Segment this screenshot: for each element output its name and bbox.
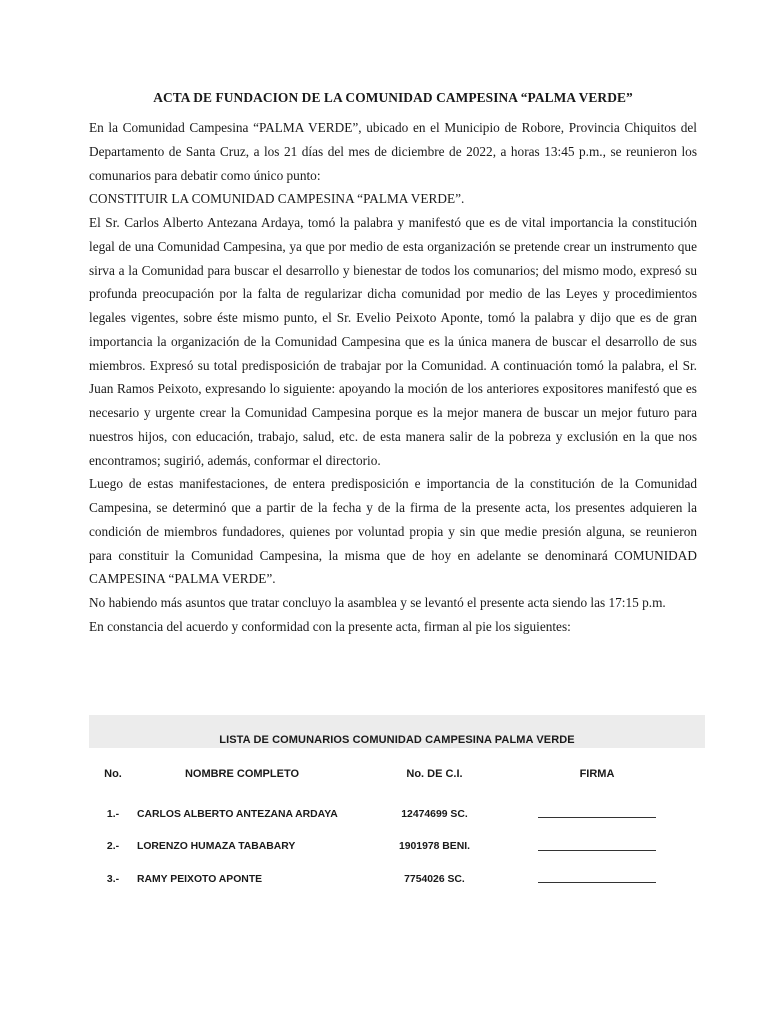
member-no: 1.- xyxy=(106,808,120,820)
header-ci: No. DE C.I. xyxy=(406,768,463,780)
document-body xyxy=(89,116,697,639)
members-list xyxy=(89,715,705,896)
members-list-header xyxy=(89,748,705,798)
member-signature-cell xyxy=(522,840,672,854)
member-row xyxy=(89,831,705,864)
signature-line xyxy=(538,840,656,851)
member-signature-cell xyxy=(522,807,672,821)
header-no: No. xyxy=(104,768,122,780)
paragraph-agenda: CONSTITUIR LA COMUNIDAD CAMPESINA “PALMA VERDE”. xyxy=(89,191,465,207)
paragraph-closing: No habiendo más asuntos que tratar concluyo la asamblea y se levantó el presente acta siendo las 17:15 p.m. xyxy=(89,595,666,610)
document-title: ACTA DE FUNDACION DE LA COMUNIDAD CAMPESINA “PALMA VERDE” xyxy=(153,90,633,105)
signature-line xyxy=(538,872,656,883)
members-list-title: LISTA DE COMUNARIOS COMUNIDAD CAMPESINA PALMA VERDE xyxy=(89,715,705,748)
member-name: CARLOS ALBERTO ANTEZANA ARDAYA xyxy=(137,808,338,820)
member-row xyxy=(89,863,705,896)
member-no: 2.- xyxy=(106,841,120,853)
header-firma: FIRMA xyxy=(579,768,615,780)
member-ci: 7754026 SC. xyxy=(404,873,465,885)
member-ci: 12474699 SC. xyxy=(401,808,468,820)
member-no: 3.- xyxy=(106,873,120,885)
member-ci: 1901978 BENI. xyxy=(398,841,471,853)
paragraph-resolution: Luego de estas manifestaciones, de entera predisposición e importancia de la constitución de la Comunidad Campesina, se determinó que a partir de la fecha y de la firma de la presente acta, los presentes adquieren la condición de miembros fundadores, quienes por voluntad propia y sin que medie presión alguna, se reunieron para constituir la Comunidad Campesina, la misma que de hoy en adelante se denominará COMUNIDAD CAMPESINA “PALMA VERDE”. xyxy=(89,476,697,587)
member-name: RAMY PEIXOTO APONTE xyxy=(137,873,263,885)
member-row xyxy=(89,798,705,831)
member-name: LORENZO HUMAZA TABABARY xyxy=(137,841,296,853)
paragraph-intro: En la Comunidad Campesina “PALMA VERDE”, ubicado en el Municipio de Robore, Provincia Chiquitos del Departamento de Santa Cruz, a los 21 días del mes de diciembre de 2022, a horas 13:45 p.m., se reunieron los comunarios para debatir como único punto: xyxy=(89,120,697,183)
member-signature-cell xyxy=(522,872,672,886)
paragraph-signatures-intro: En constancia del acuerdo y conformidad con la presente acta, firman al pie los siguientes: xyxy=(89,618,571,634)
signature-line xyxy=(538,807,656,818)
header-name: NOMBRE COMPLETO xyxy=(184,768,300,780)
paragraph-discussion: El Sr. Carlos Alberto Antezana Ardaya, tomó la palabra y manifestó que es de vital importancia la constitución legal de una Comunidad Campesina, ya que por medio de esta organización se pretende crear un instrumento que sirva a la Comunidad para buscar el desarrollo y bienestar de todos los comunarios; del mismo modo, expresó su profunda preocupación por la falta de regularizar dicha comunidad por medio de las Leyes y procedimientos legales vigentes, sobre éste mismo punto, el Sr. Evelio Peixoto Aponte, tomó la palabra y dijo que es de gran importancia la organización de la Comunidad Campesina que es la única manera de buscar el desarrollo de sus miembros. Expresó su total predisposición de trabajar por la Comunidad. A continuación tomó la palabra, el Sr. Juan Ramos Peixoto, expresando lo siguiente: apoyando la moción de los anteriores expositores manifestó que es necesario y urgente crear la Comunidad Campesina porque es la mejor manera de buscar un mejor futuro para nuestros hijos, con educación, trabajo, salud, etc. de esta manera salir de la pobreza y exclusión en la que nos encontramos; sugirió, además, conformar el directorio. xyxy=(89,215,697,468)
